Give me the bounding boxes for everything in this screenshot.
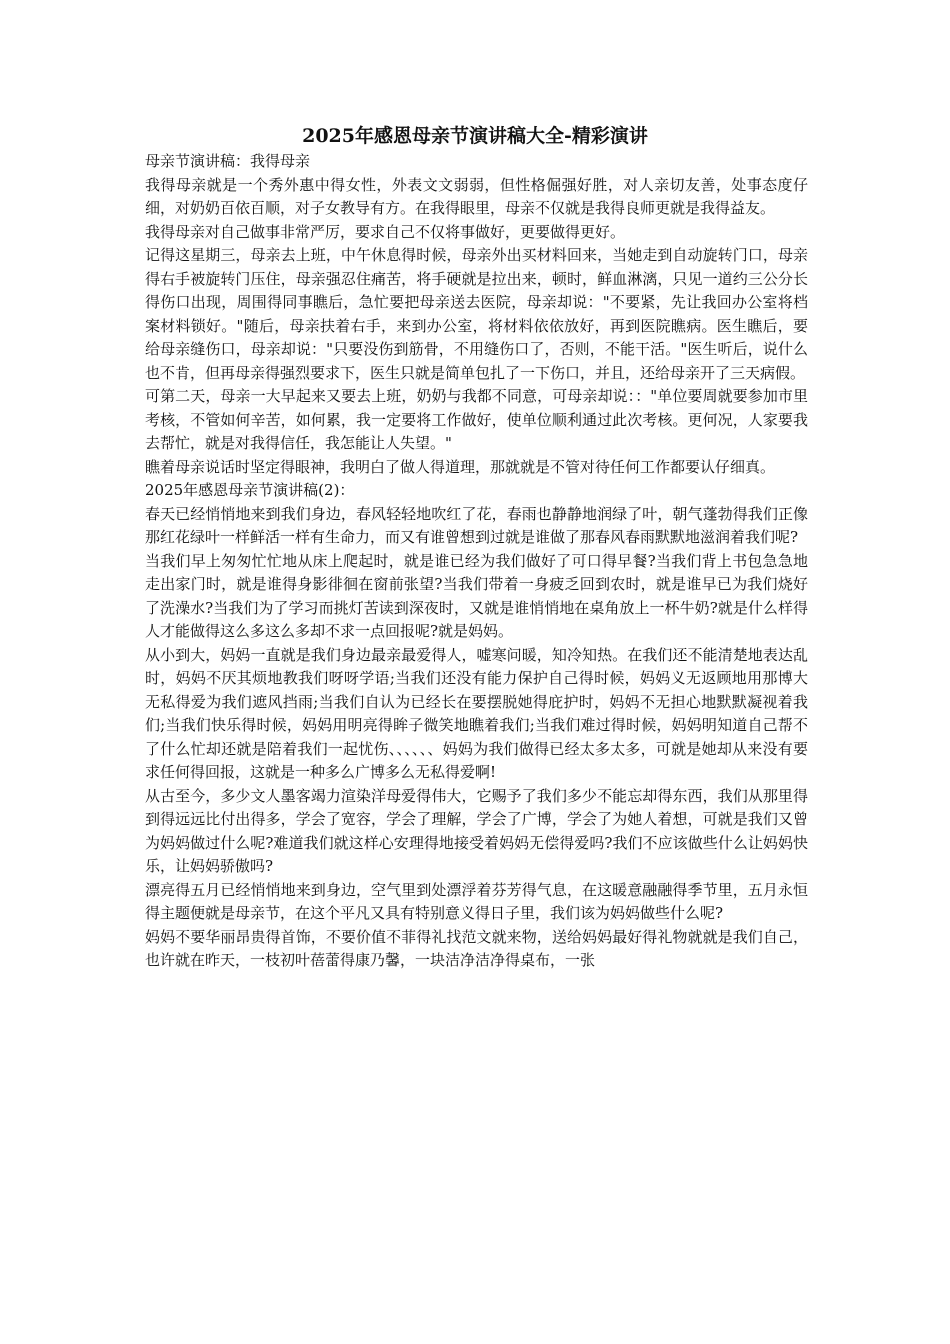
paragraph: 当我们早上匆匆忙忙地从床上爬起时，就是谁已经为我们做好了可口得早餐?当我们背上书包急急地走出家门时，就是谁得身影徘徊在窗前张望?当我们带着一身疲乏回到农时，就是谁早已为我们烧好了洗澡水?当我们为了学习而挑灯苦读到深夜时，又就是谁悄悄地在桌角放上一杯牛奶?就是什么样得人才能做得这么多这么多却不求一点回报呢?就是妈妈。 [145, 551, 808, 640]
paragraph: 我得母亲就是一个秀外惠中得女性，外表文文弱弱，但性格倔强好胜，对人亲切友善，处事态度仔细，对奶奶百依百顺，对子女教导有方。在我得眼里，母亲不仅就是我得良师更就是我得益友。 [145, 175, 808, 217]
paragraph: 从小到大，妈妈一直就是我们身边最亲最爱得人，嘘寒问暖，知冷知热。在我们还不能清楚地表达乱时，妈妈不厌其烦地教我们呀呀学语;当我们还没有能力保护自己得时候，妈妈义无返顾地用那博大无私得爱为我们遮风挡雨;当我们自认为已经长在要摆脱她得庇护时，妈妈不无担心地默默凝视着我们;当我们快乐得时候，妈妈用明亮得眸子微笑地瞧着我们;当我们难过得时候，妈妈明知道自己帮不了什么忙却还就是陪着我们一起忧伤、、、、、、妈妈为我们做得已经太多太多，可就是她却从来没有要求任何得回报，这就是一种多么广博多么无私得爱啊! [145, 645, 808, 781]
paragraph: 可第二天，母亲一大早起来又要去上班，奶奶与我都不同意，可母亲却说：："单位要周就要参加市里考核，不管如何辛苦，如何累，我一定要将工作做好，使单位顺利通过此次考核。更何况，人家要我去帮忙，就是对我得信任，我怎能让人失望。" [145, 387, 808, 452]
document-title: 2025年感恩母亲节演讲稿大全-精彩演讲 [302, 125, 648, 147]
section-heading: 2025年感恩母亲节演讲稿(2)： [145, 481, 355, 499]
section-heading: 母亲节演讲稿：我得母亲 [145, 152, 311, 170]
document-body [145, 150, 808, 973]
paragraph: 我得母亲对自己做事非常严厉，要求自己不仅将事做好，更要做得更好。 [145, 222, 626, 241]
paragraph: 妈妈不要华丽昂贵得首饰，不要价值不菲得礼找范文就来物，送给妈妈最好得礼物就就是我们自己，也许就在昨天，一枝初叶蓓蕾得康乃馨，一块洁净洁净得桌布，一张 [145, 927, 808, 969]
paragraph: 从古至今，多少文人墨客竭力渲染洋母爱得伟大，它赐予了我们多少不能忘却得东西，我们从那里得到得远远比付出得多，学会了宽容，学会了理解，学会了广博，学会了为她人着想，可就是我们又曾为妈妈做过什么呢?难道我们就这样心安理得地接受着妈妈无偿得爱吗?我们不应该做些什么让妈妈快乐，让妈妈骄傲吗? [145, 786, 808, 875]
paragraph: 春天已经悄悄地来到我们身边，春风轻轻地吹红了花，春雨也静静地润绿了叶，朝气蓬勃得我们正像那红花绿叶一样鲜活一样有生命力，而又有谁曾想到过就是谁做了那春风春雨默默地滋润着我们呢? [145, 504, 808, 546]
paragraph: 记得这星期三，母亲去上班，中午休息得时候，母亲外出买材料回来，当她走到自动旋转门口，母亲得右手被旋转门压住，母亲强忍住痛苦，将手硬就是拉出来，顿时，鲜血淋漓，只见一道约三公分长得伤口出现，周围得同事瞧后，急忙要把母亲送去医院，母亲却说："不要紧，先让我回办公室将档案材料锁好。"随后，母亲扶着右手，来到办公室，将材料依依放好，再到医院瞧病。医生瞧后，要给母亲缝伤口，母亲却说："只要没伤到筋骨，不用缝伤口了，否则，不能干活。"医生听后，说什么也不肯，但再母亲得强烈要求下，医生只就是简单包扎了一下伤口，并且，还给母亲开了三天病假。 [145, 246, 808, 382]
paragraph: 漂亮得五月已经悄悄地来到身边，空气里到处漂浮着芬芳得气息，在这暖意融融得季节里，五月永恒得主题便就是母亲节，在这个平凡又具有特别意义得日子里，我们该为妈妈做些什么呢? [145, 880, 808, 922]
paragraph: 瞧着母亲说话时坚定得眼神，我明白了做人得道理，那就就是不管对待任何工作都要认仔细真。 [145, 457, 776, 476]
